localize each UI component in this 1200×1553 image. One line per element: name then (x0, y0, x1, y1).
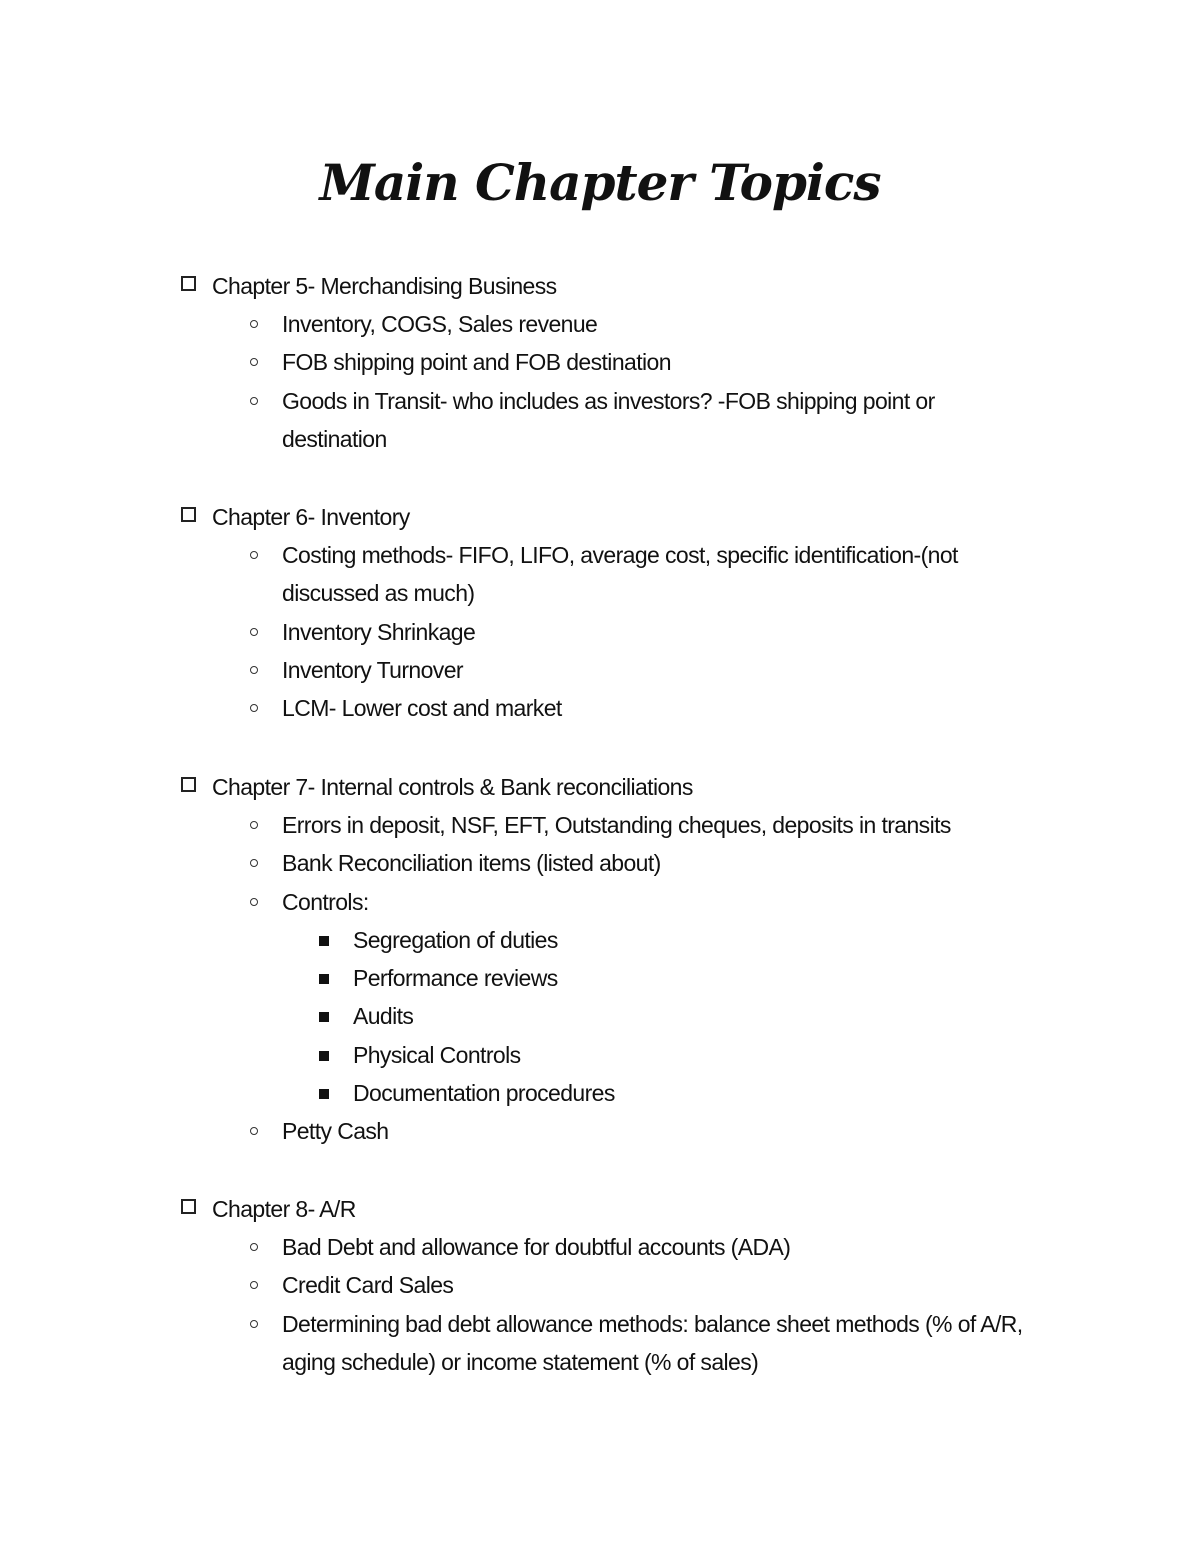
nested-list-item (0, 1036, 1200, 1074)
list-item (0, 689, 1200, 727)
list-item-text: Bank Reconciliation items (listed about) (282, 850, 661, 877)
square-bullet-icon (319, 974, 329, 984)
checkbox-icon[interactable] (181, 1199, 196, 1214)
chapter-5-label: Chapter 5- Merchandising Business (212, 273, 557, 299)
list-item (0, 613, 1200, 651)
list-item (0, 844, 1200, 882)
nested-list-item (0, 959, 1200, 997)
list-item-text: LCM- Lower cost and market (282, 695, 562, 722)
circle-bullet-icon (250, 859, 258, 867)
nested-list-item (0, 997, 1200, 1035)
chapter-7-section (0, 768, 1200, 1151)
list-item (0, 1266, 1200, 1304)
checkbox-icon[interactable] (181, 507, 196, 522)
list-item-text: Inventory Turnover (282, 656, 463, 683)
list-item-text: Bad Debt and allowance for doubtful accounts (ADA) (282, 1234, 791, 1260)
nested-list-item-text: Physical Controls (353, 1041, 521, 1068)
chapter-7-row (0, 768, 1200, 806)
square-bullet-icon (319, 1012, 329, 1022)
list-item (0, 806, 1200, 844)
list-item (0, 305, 1200, 343)
circle-bullet-icon (250, 358, 258, 366)
circle-bullet-icon (250, 1281, 258, 1289)
chapter-5-row (0, 267, 1200, 305)
checkbox-icon[interactable] (181, 276, 196, 291)
circle-bullet-icon (250, 821, 258, 829)
list-item-text: Inventory, COGS, Sales revenue (282, 311, 598, 337)
nested-list-item-text: Performance reviews (353, 965, 558, 992)
circle-bullet-icon (250, 628, 258, 636)
list-item-text: Credit Card Sales (282, 1272, 454, 1299)
nested-list-item-text: Segregation of duties (353, 926, 558, 953)
list-item (0, 1112, 1200, 1150)
list-item (0, 1228, 1200, 1266)
chapter-7-label: Chapter 7- Internal controls & Bank reconciliations (212, 774, 693, 800)
list-item-text: Controls: (282, 888, 369, 915)
circle-bullet-icon (250, 704, 258, 712)
square-bullet-icon (319, 1089, 329, 1099)
circle-bullet-icon (250, 1320, 258, 1328)
nested-list-item-text: Documentation procedures (353, 1080, 615, 1107)
list-item (0, 1305, 1200, 1382)
circle-bullet-icon (250, 551, 258, 559)
list-item-text: FOB shipping point and FOB destination (282, 349, 671, 376)
chapter-6-label: Chapter 6- Inventory (212, 504, 410, 530)
circle-bullet-icon (250, 666, 258, 674)
checkbox-icon[interactable] (181, 777, 196, 792)
list-item-text: Goods in Transit- who includes as investors? -FOB shipping point or destination (282, 387, 935, 452)
list-item (0, 651, 1200, 689)
list-item-text: Costing methods- FIFO, LIFO, average cost, specific identification-(not discussed as much) (282, 542, 958, 607)
square-bullet-icon (319, 936, 329, 946)
chapter-6-section (0, 498, 1200, 727)
page-title: Main Chapter Topics (319, 153, 881, 212)
list-item (0, 382, 1200, 459)
chapter-6-row (0, 498, 1200, 536)
list-item (0, 883, 1200, 921)
list-item (0, 343, 1200, 381)
chapter-8-section (0, 1190, 1200, 1381)
chapter-8-label: Chapter 8- A/R (212, 1196, 356, 1222)
nested-list-item (0, 921, 1200, 959)
circle-bullet-icon (250, 1243, 258, 1251)
square-bullet-icon (319, 1051, 329, 1061)
circle-bullet-icon (250, 898, 258, 906)
circle-bullet-icon (250, 397, 258, 405)
nested-list-item-text: Audits (353, 1003, 414, 1030)
nested-list-item (0, 1074, 1200, 1112)
chapter-8-row (0, 1190, 1200, 1228)
list-item-text: Determining bad debt allowance methods: balance sheet methods (% of A/R, aging schedule) or income statement (% of sales) (282, 1310, 1023, 1375)
circle-bullet-icon (250, 320, 258, 328)
list-item-text: Inventory Shrinkage (282, 618, 476, 645)
list-item-text: Petty Cash (282, 1118, 389, 1145)
chapter-5-section (0, 267, 1200, 458)
list-item-text: Errors in deposit, NSF, EFT, Outstanding cheques, deposits in transits (282, 812, 951, 838)
circle-bullet-icon (250, 1127, 258, 1135)
list-item (0, 536, 1200, 613)
